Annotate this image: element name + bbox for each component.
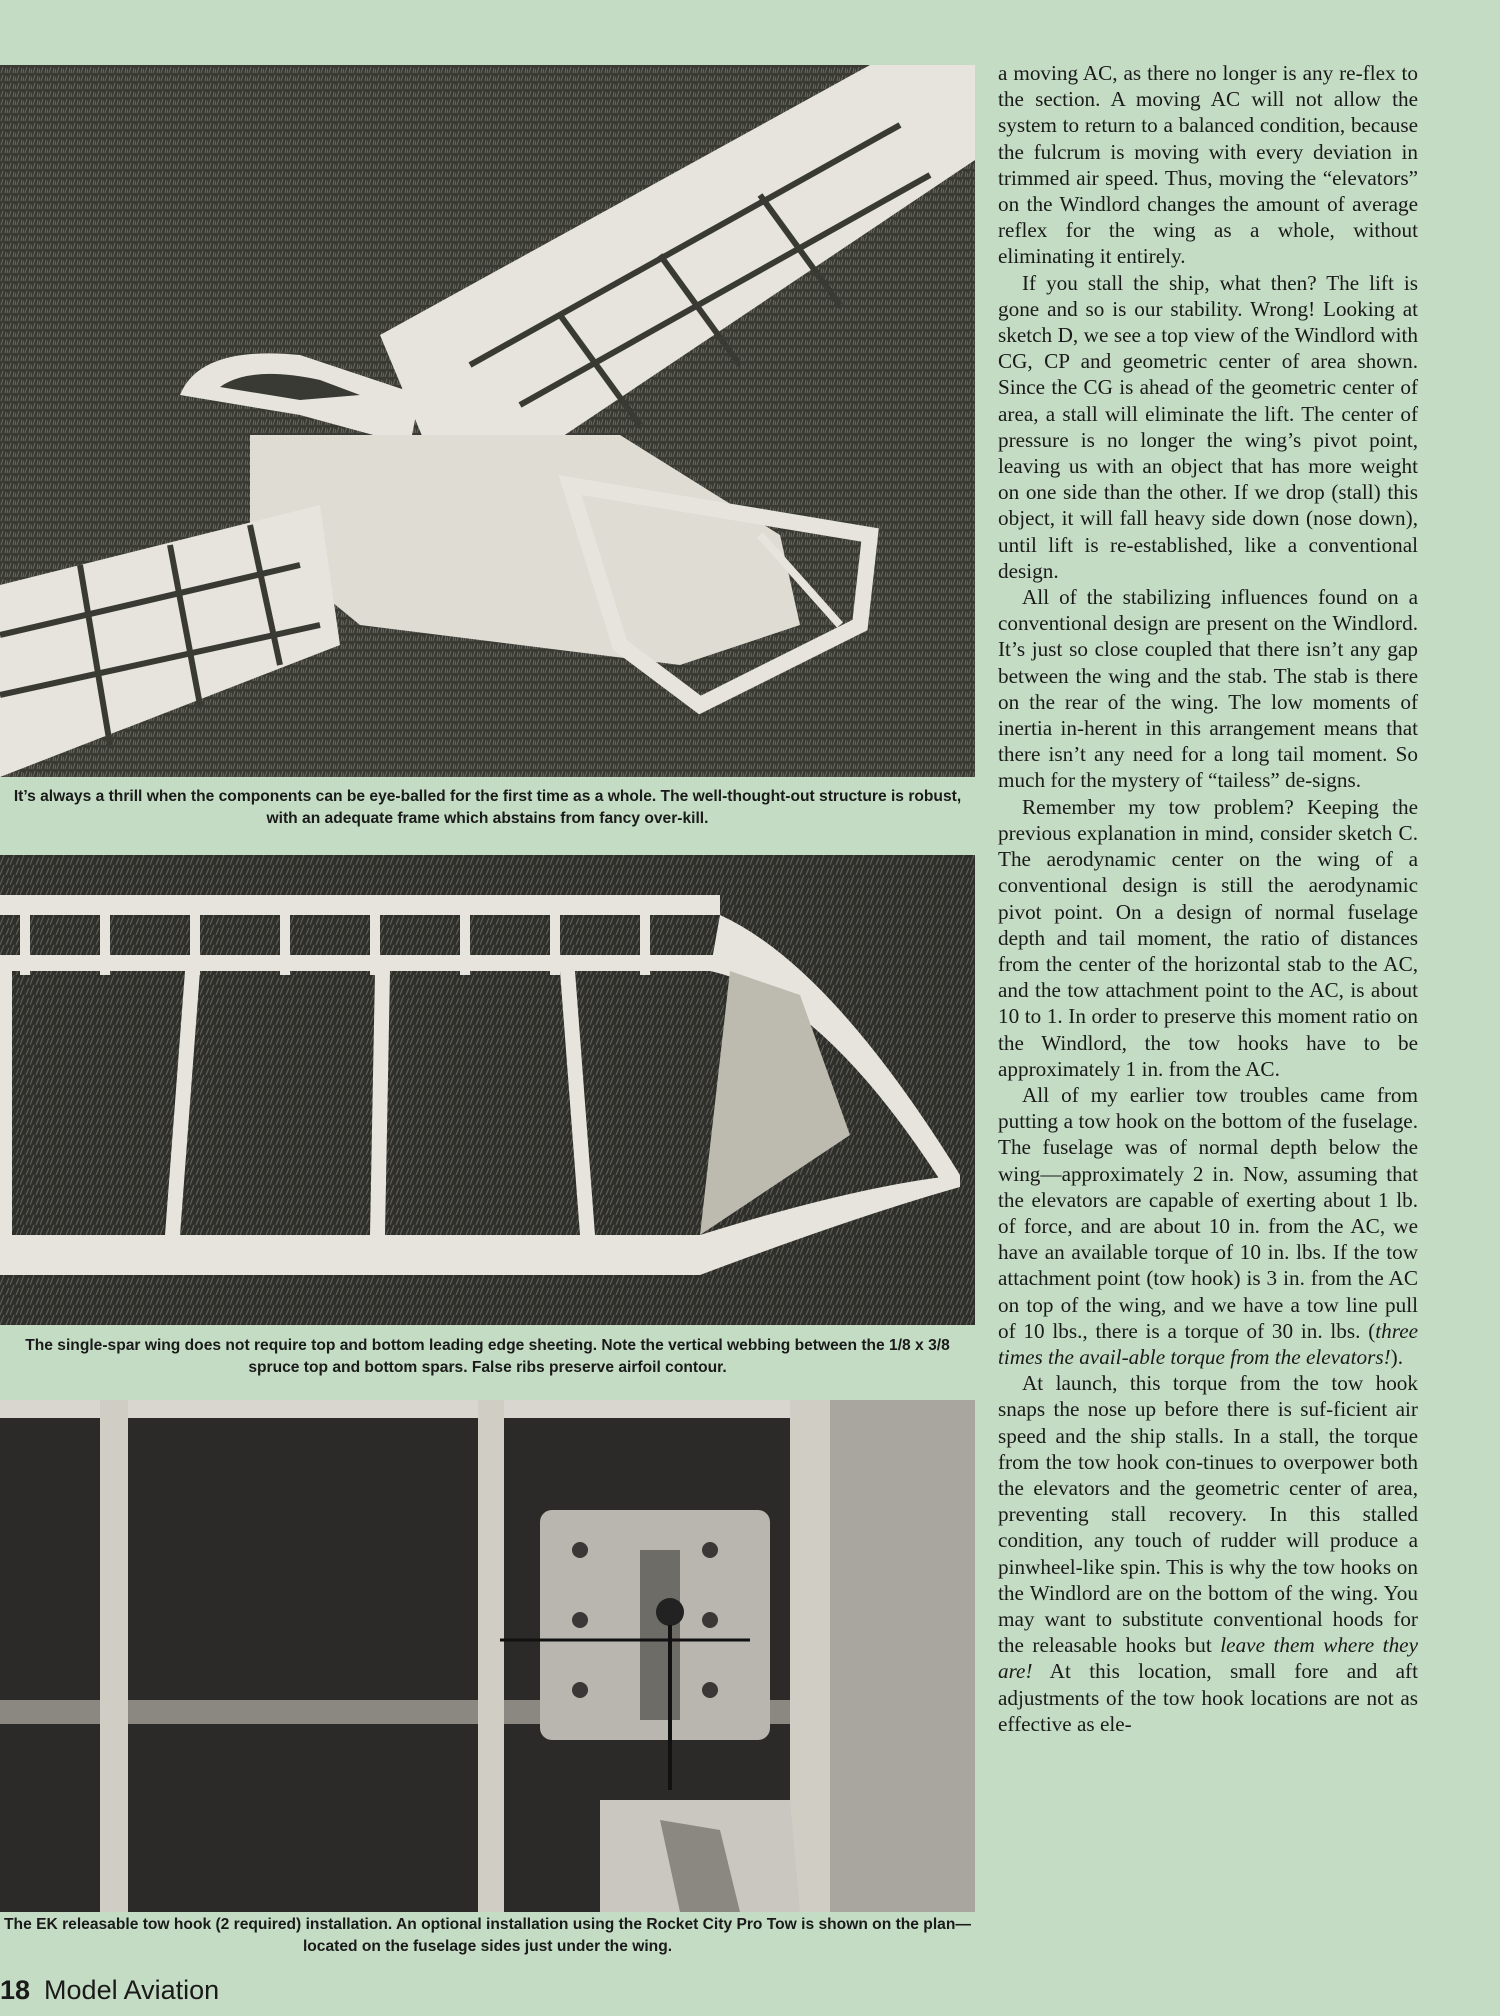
paragraph-6-emphasis: leave them where they are! <box>998 1633 1418 1684</box>
article-paragraph-2: If you stall the ship, what then? The lift is gone and so is our stability. Wrong! Looking at sketch D, we see a top view of the Windlord with CG, CP and geometric center of area shown. Since the CG is ahead of the geometric center of area, a stall will eliminate the lift. The center of pressure is no longer the wing’s pivot point, leaving us with an object that has more weight on one side than the other. If we drop (stall) this object, it will fall heavy side down (nose down), until lift is re-established, like a conventional design. <box>998 270 1418 583</box>
photo-caption-3: The EK releasable tow hook (2 required) installation. An optional installation using the Rocket City Pro Tow is shown on the plan—located on the fuselage sides just under the wing. <box>4 1916 971 1955</box>
photo-tow-hook <box>0 1400 975 1912</box>
photo-wing-panel <box>0 855 975 1325</box>
paragraph-6-text: At launch, this torque from the tow hook snaps the nose up before there is suf-ficient air speed and the ship stalls. In a stall, the torque from the tow hook con-tinues to overpower both the elevators and the geometric center of area, preventing stall recovery. In this stalled condition, any touch of rudder will produce a pinwheel-like spin. This is why the tow hooks on the Windlord are on the bottom of the wing. You may want to substitute conventional hoods for the releasable hooks but <box>998 1371 1418 1658</box>
article-paragraph-6 <box>998 1370 1418 1737</box>
photo-caption-2: The single-spar wing does not require top and bottom leading edge sheeting. Note the vertical webbing between the 1/8 x 3/8 spruce top and bottom spars. False ribs preserve airfoil contour. <box>25 1337 950 1376</box>
paragraph-5-emphasis: three times the avail-able torque from the elevators! <box>998 1318 1418 1369</box>
article-text <box>998 60 1418 1737</box>
article-paragraph-5 <box>998 1082 1418 1370</box>
article-paragraph-4: Remember my tow problem? Keeping the previous explanation in mind, consider sketch C. The aerodynamic center on the wing of a conventional design is still the aerodynamic pivot point. On a design of normal fuselage depth and tail moment, the ratio of distances from the center of the horizontal stab to the AC, and the tow attachment point to the AC, is about 10 to 1. In order to preserve this moment ratio on the Windlord, the tow hooks have to be approximately 1 in. from the AC. <box>998 794 1418 1081</box>
paragraph-5-end: ). <box>1390 1344 1404 1369</box>
page-folio <box>0 1975 219 2006</box>
page-number: 18 <box>0 1975 31 2005</box>
paragraph-6-end: At this location, small fore and aft adjustments of the tow hook locations are not as effective as ele- <box>998 1659 1418 1736</box>
paragraph-5-text: All of my earlier tow troubles came from putting a tow hook on the bottom of the fuselage. The fuselage was of normal depth below the wing—approximately 2 in. Now, assuming that the elevators are capable of exerting about 1 lb. of force, and are about 10 in. from the AC, we have an available torque of 10 in. lbs. If the tow attachment point (tow hook) is 3 in. from the AC on top of the wing, and we have a tow line pull of 10 lbs., there is a torque of 30 in. lbs. ( <box>998 1082 1418 1343</box>
photo-caption-1: It’s always a thrill when the components can be eye-balled for the first time as a whole. The well-thought-out structure is robust, with an adequate frame which abstains from fancy over-kill. <box>13 788 962 827</box>
article-paragraph-3: All of the stabilizing influences found on a conventional design are present on the Windlord. It’s just so close coupled that there isn’t any gap between the wing and the stab. The stab is there on the rear of the wing. The low moments of inertia in-herent in this arrangement means that there isn’t any need for a long tail moment. So much for the mystery of “tailess” de-signs. <box>998 585 1418 793</box>
photo-assembled-airframe <box>0 65 975 777</box>
article-paragraph-1: a moving AC, as there no longer is any re-flex to the section. A moving AC will not allow the system to return to a balanced condition, because the fulcrum is moving with every deviation in trimmed air speed. Thus, moving the “elevators” on the Windlord changes the amount of average reflex for the wing as a whole, without eliminating it entirely. <box>998 61 1418 269</box>
magazine-name: Model Aviation <box>44 1975 220 2005</box>
